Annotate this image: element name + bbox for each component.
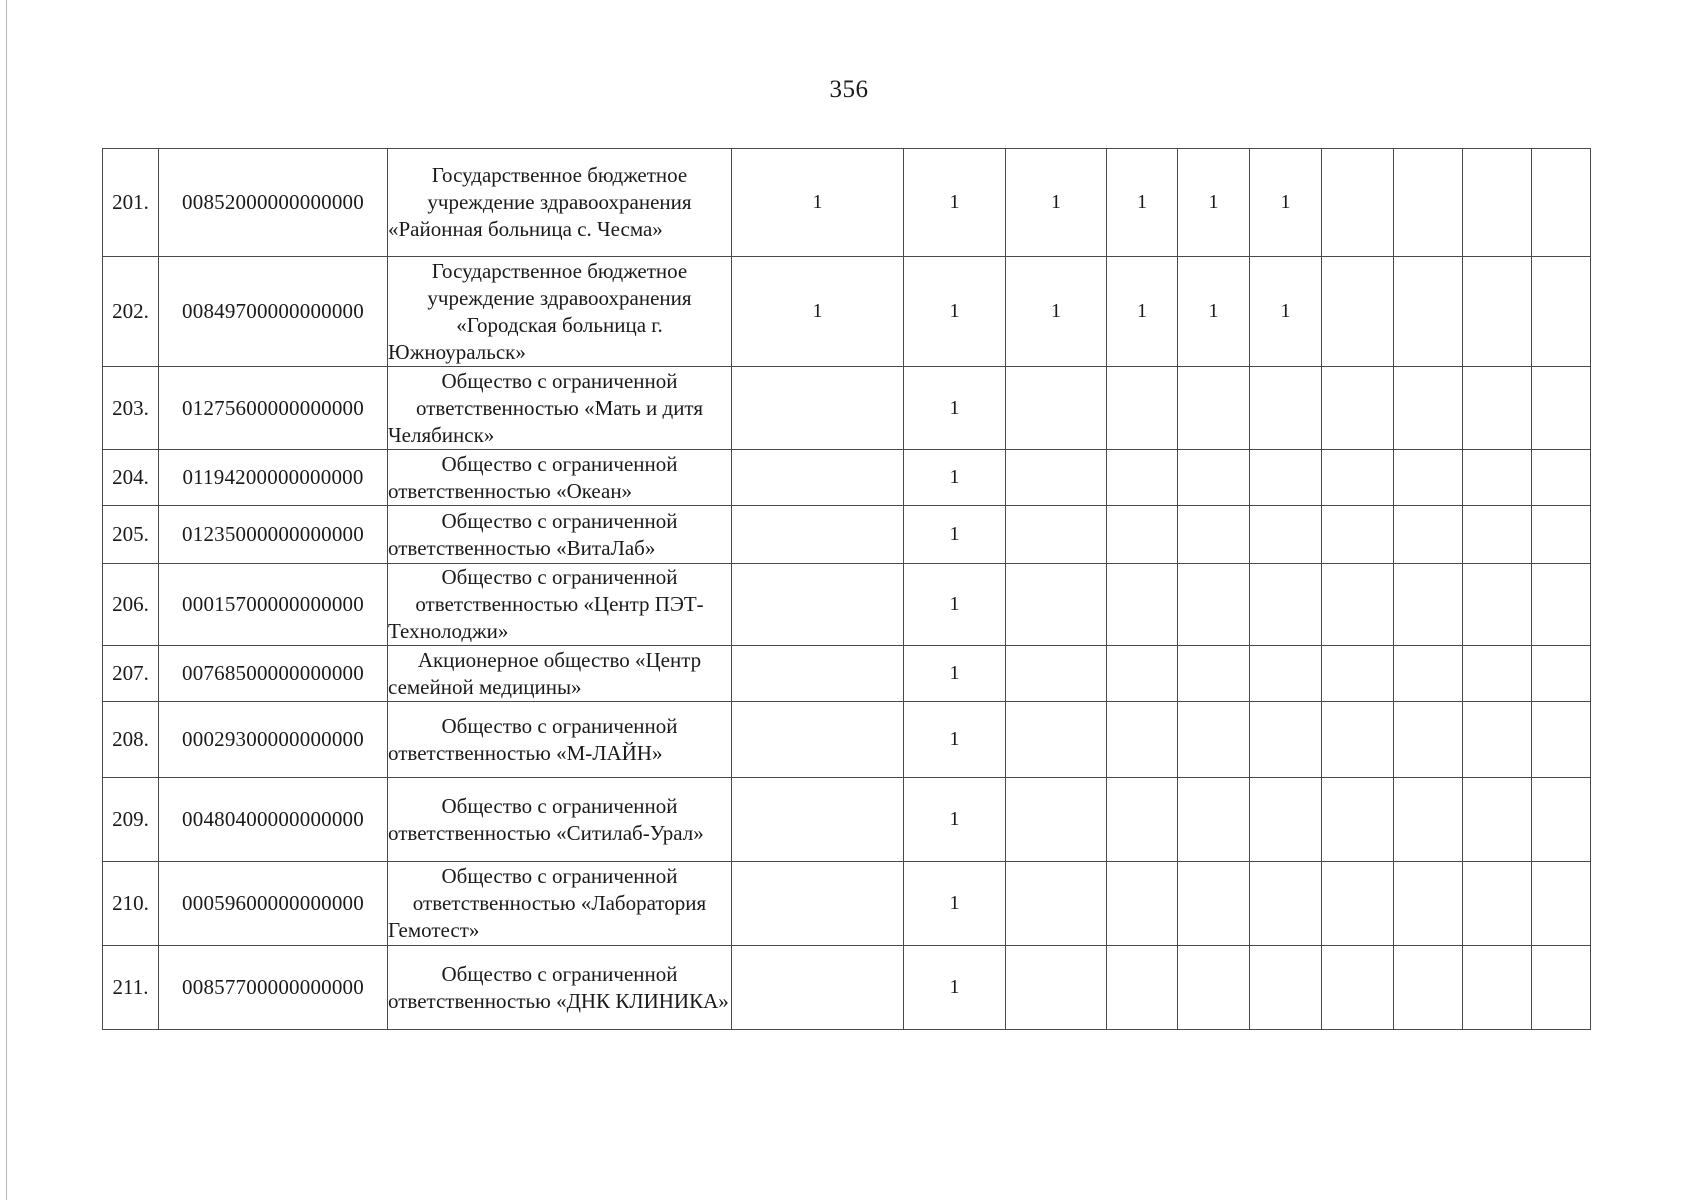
indicator-cell-5 (1178, 862, 1250, 946)
indicator-cell-4 (1107, 946, 1178, 1030)
indicator-cell-3 (1006, 646, 1107, 702)
organization-name-text: Государственное бюджетное учреждение здравоохранения «Городская больница г. Южноуральск» (388, 258, 692, 364)
indicator-cell-1 (732, 506, 904, 564)
indicator-cell-6: 1 (1250, 257, 1322, 367)
indicator-cell-8 (1394, 149, 1463, 257)
registry-code-cell: 01275600000000000 (159, 367, 388, 450)
indicator-cell-4: 1 (1107, 149, 1178, 257)
indicator-cell-4 (1107, 778, 1178, 862)
indicator-cell-10 (1532, 450, 1591, 506)
indicator-cell-1 (732, 450, 904, 506)
indicator-cell-3 (1006, 367, 1107, 450)
indicator-cell-4 (1107, 862, 1178, 946)
indicator-cell-9 (1463, 862, 1532, 946)
indicator-cell-4 (1107, 506, 1178, 564)
registry-code-cell: 00852000000000000 (159, 149, 388, 257)
organization-name-text: Общество с ограниченной ответственностью «ВитаЛаб» (388, 508, 678, 560)
indicator-cell-9 (1463, 778, 1532, 862)
indicator-cell-6: 1 (1250, 149, 1322, 257)
indicator-cell-4 (1107, 646, 1178, 702)
table-row (103, 778, 1591, 862)
indicator-cell-10 (1532, 702, 1591, 778)
organization-name-text: Общество с ограниченной ответственностью «Мать и дитя Челябинск» (388, 368, 703, 447)
organization-name-text: Общество с ограниченной ответственностью «Центр ПЭТ-Технолоджи» (388, 565, 704, 643)
indicator-cell-8 (1394, 862, 1463, 946)
table-row (103, 702, 1591, 778)
indicator-cell-5 (1178, 564, 1250, 646)
organization-name-cell (388, 149, 732, 257)
organization-name-cell (388, 778, 732, 862)
indicator-cell-5 (1178, 367, 1250, 450)
registry-code-cell: 00857700000000000 (159, 946, 388, 1030)
indicator-cell-7 (1322, 257, 1394, 367)
registry-code-cell: 01194200000000000 (159, 450, 388, 506)
indicator-cell-1: 1 (732, 149, 904, 257)
organization-name-cell (388, 702, 732, 778)
table-row (103, 646, 1591, 702)
indicator-cell-7 (1322, 149, 1394, 257)
indicator-cell-1 (732, 862, 904, 946)
row-number-cell: 201. (103, 149, 159, 257)
indicator-cell-7 (1322, 778, 1394, 862)
organization-name-text: Государственное бюджетное учреждение здравоохранения «Районная больница с. Чесма» (388, 163, 692, 241)
organization-name-text: Общество с ограниченной ответственностью «Ситилаб-Урал» (388, 793, 704, 845)
table-row (103, 367, 1591, 450)
row-number-cell: 208. (103, 702, 159, 778)
indicator-cell-10 (1532, 564, 1591, 646)
indicator-cell-9 (1463, 946, 1532, 1030)
row-number-cell: 211. (103, 946, 159, 1030)
table-row (103, 862, 1591, 946)
table-row (103, 450, 1591, 506)
indicator-cell-6 (1250, 702, 1322, 778)
organization-name-cell (388, 862, 732, 946)
indicator-cell-8 (1394, 778, 1463, 862)
indicator-cell-2: 1 (904, 149, 1006, 257)
indicator-cell-2: 1 (904, 367, 1006, 450)
indicator-cell-1 (732, 946, 904, 1030)
organization-name-text: Общество с ограниченной ответственностью «Лаборатория Гемотест» (388, 864, 707, 942)
indicator-cell-9 (1463, 450, 1532, 506)
indicator-cell-3: 1 (1006, 149, 1107, 257)
row-number-cell: 209. (103, 778, 159, 862)
registry-table-body (103, 149, 1591, 1030)
table-row (103, 506, 1591, 564)
registry-code-cell: 00015700000000000 (159, 564, 388, 646)
organization-name-cell (388, 646, 732, 702)
indicator-cell-2: 1 (904, 702, 1006, 778)
indicator-cell-3: 1 (1006, 257, 1107, 367)
indicator-cell-8 (1394, 564, 1463, 646)
row-number-cell: 205. (103, 506, 159, 564)
indicator-cell-3 (1006, 450, 1107, 506)
registry-code-cell: 00849700000000000 (159, 257, 388, 367)
organization-name-cell (388, 367, 732, 450)
indicator-cell-1 (732, 367, 904, 450)
indicator-cell-10 (1532, 367, 1591, 450)
organization-name-text: Общество с ограниченной ответственностью «М-ЛАЙН» (388, 713, 678, 765)
organization-name-cell (388, 506, 732, 564)
indicator-cell-3 (1006, 862, 1107, 946)
indicator-cell-6 (1250, 564, 1322, 646)
indicator-cell-8 (1394, 450, 1463, 506)
indicator-cell-5 (1178, 778, 1250, 862)
indicator-cell-6 (1250, 646, 1322, 702)
indicator-cell-10 (1532, 149, 1591, 257)
indicator-cell-6 (1250, 778, 1322, 862)
indicator-cell-10 (1532, 862, 1591, 946)
indicator-cell-8 (1394, 506, 1463, 564)
indicator-cell-8 (1394, 646, 1463, 702)
indicator-cell-5 (1178, 946, 1250, 1030)
indicator-cell-5: 1 (1178, 257, 1250, 367)
indicator-cell-9 (1463, 367, 1532, 450)
indicator-cell-5 (1178, 646, 1250, 702)
indicator-cell-6 (1250, 946, 1322, 1030)
indicator-cell-1 (732, 778, 904, 862)
indicator-cell-8 (1394, 946, 1463, 1030)
registry-code-cell: 01235000000000000 (159, 506, 388, 564)
indicator-cell-9 (1463, 257, 1532, 367)
indicator-cell-4 (1107, 367, 1178, 450)
indicator-cell-8 (1394, 702, 1463, 778)
indicator-cell-2: 1 (904, 257, 1006, 367)
indicator-cell-1 (732, 564, 904, 646)
indicator-cell-10 (1532, 257, 1591, 367)
page-number: 356 (829, 76, 869, 103)
row-number-cell: 210. (103, 862, 159, 946)
indicator-cell-1 (732, 646, 904, 702)
indicator-cell-2: 1 (904, 564, 1006, 646)
organization-name-text: Общество с ограниченной ответственностью «ДНК КЛИНИКА» (388, 961, 729, 1013)
table-row (103, 257, 1591, 367)
indicator-cell-6 (1250, 506, 1322, 564)
indicator-cell-2: 1 (904, 862, 1006, 946)
indicator-cell-7 (1322, 564, 1394, 646)
indicator-cell-3 (1006, 778, 1107, 862)
registry-code-cell: 00059600000000000 (159, 862, 388, 946)
indicator-cell-3 (1006, 946, 1107, 1030)
indicator-cell-2: 1 (904, 778, 1006, 862)
row-number-cell: 206. (103, 564, 159, 646)
row-number-cell: 204. (103, 450, 159, 506)
organization-name-cell (388, 946, 732, 1030)
table-row (103, 946, 1591, 1030)
indicator-cell-5 (1178, 702, 1250, 778)
indicator-cell-9 (1463, 564, 1532, 646)
registry-table (102, 148, 1591, 1030)
organization-name-text: Акционерное общество «Центр семейной медицины» (388, 647, 702, 699)
indicator-cell-4 (1107, 450, 1178, 506)
indicator-cell-2: 1 (904, 646, 1006, 702)
row-number-cell: 202. (103, 257, 159, 367)
indicator-cell-7 (1322, 702, 1394, 778)
indicator-cell-3 (1006, 564, 1107, 646)
registry-code-cell: 00029300000000000 (159, 702, 388, 778)
indicator-cell-5: 1 (1178, 149, 1250, 257)
organization-name-cell (388, 450, 732, 506)
indicator-cell-7 (1322, 367, 1394, 450)
indicator-cell-1 (732, 702, 904, 778)
indicator-cell-10 (1532, 946, 1591, 1030)
indicator-cell-2: 1 (904, 450, 1006, 506)
indicator-cell-7 (1322, 646, 1394, 702)
indicator-cell-6 (1250, 367, 1322, 450)
indicator-cell-7 (1322, 450, 1394, 506)
indicator-cell-6 (1250, 862, 1322, 946)
row-number-cell: 207. (103, 646, 159, 702)
indicator-cell-2: 1 (904, 506, 1006, 564)
organization-name-cell (388, 257, 732, 367)
indicator-cell-3 (1006, 702, 1107, 778)
indicator-cell-8 (1394, 257, 1463, 367)
indicator-cell-7 (1322, 862, 1394, 946)
scan-edge-line (6, 0, 7, 1200)
indicator-cell-4 (1107, 702, 1178, 778)
indicator-cell-1: 1 (732, 257, 904, 367)
row-number-cell: 203. (103, 367, 159, 450)
registry-code-cell: 00768500000000000 (159, 646, 388, 702)
indicator-cell-4 (1107, 564, 1178, 646)
indicator-cell-6 (1250, 450, 1322, 506)
indicator-cell-10 (1532, 506, 1591, 564)
indicator-cell-7 (1322, 946, 1394, 1030)
organization-name-text: Общество с ограниченной ответственностью «Океан» (388, 451, 678, 503)
indicator-cell-5 (1178, 506, 1250, 564)
indicator-cell-3 (1006, 506, 1107, 564)
table-row (103, 564, 1591, 646)
indicator-cell-10 (1532, 778, 1591, 862)
indicator-cell-9 (1463, 149, 1532, 257)
table-row (103, 149, 1591, 257)
indicator-cell-7 (1322, 506, 1394, 564)
indicator-cell-10 (1532, 646, 1591, 702)
indicator-cell-8 (1394, 367, 1463, 450)
indicator-cell-4: 1 (1107, 257, 1178, 367)
indicator-cell-5 (1178, 450, 1250, 506)
indicator-cell-2: 1 (904, 946, 1006, 1030)
indicator-cell-9 (1463, 702, 1532, 778)
indicator-cell-9 (1463, 646, 1532, 702)
indicator-cell-9 (1463, 506, 1532, 564)
organization-name-cell (388, 564, 732, 646)
registry-code-cell: 00480400000000000 (159, 778, 388, 862)
